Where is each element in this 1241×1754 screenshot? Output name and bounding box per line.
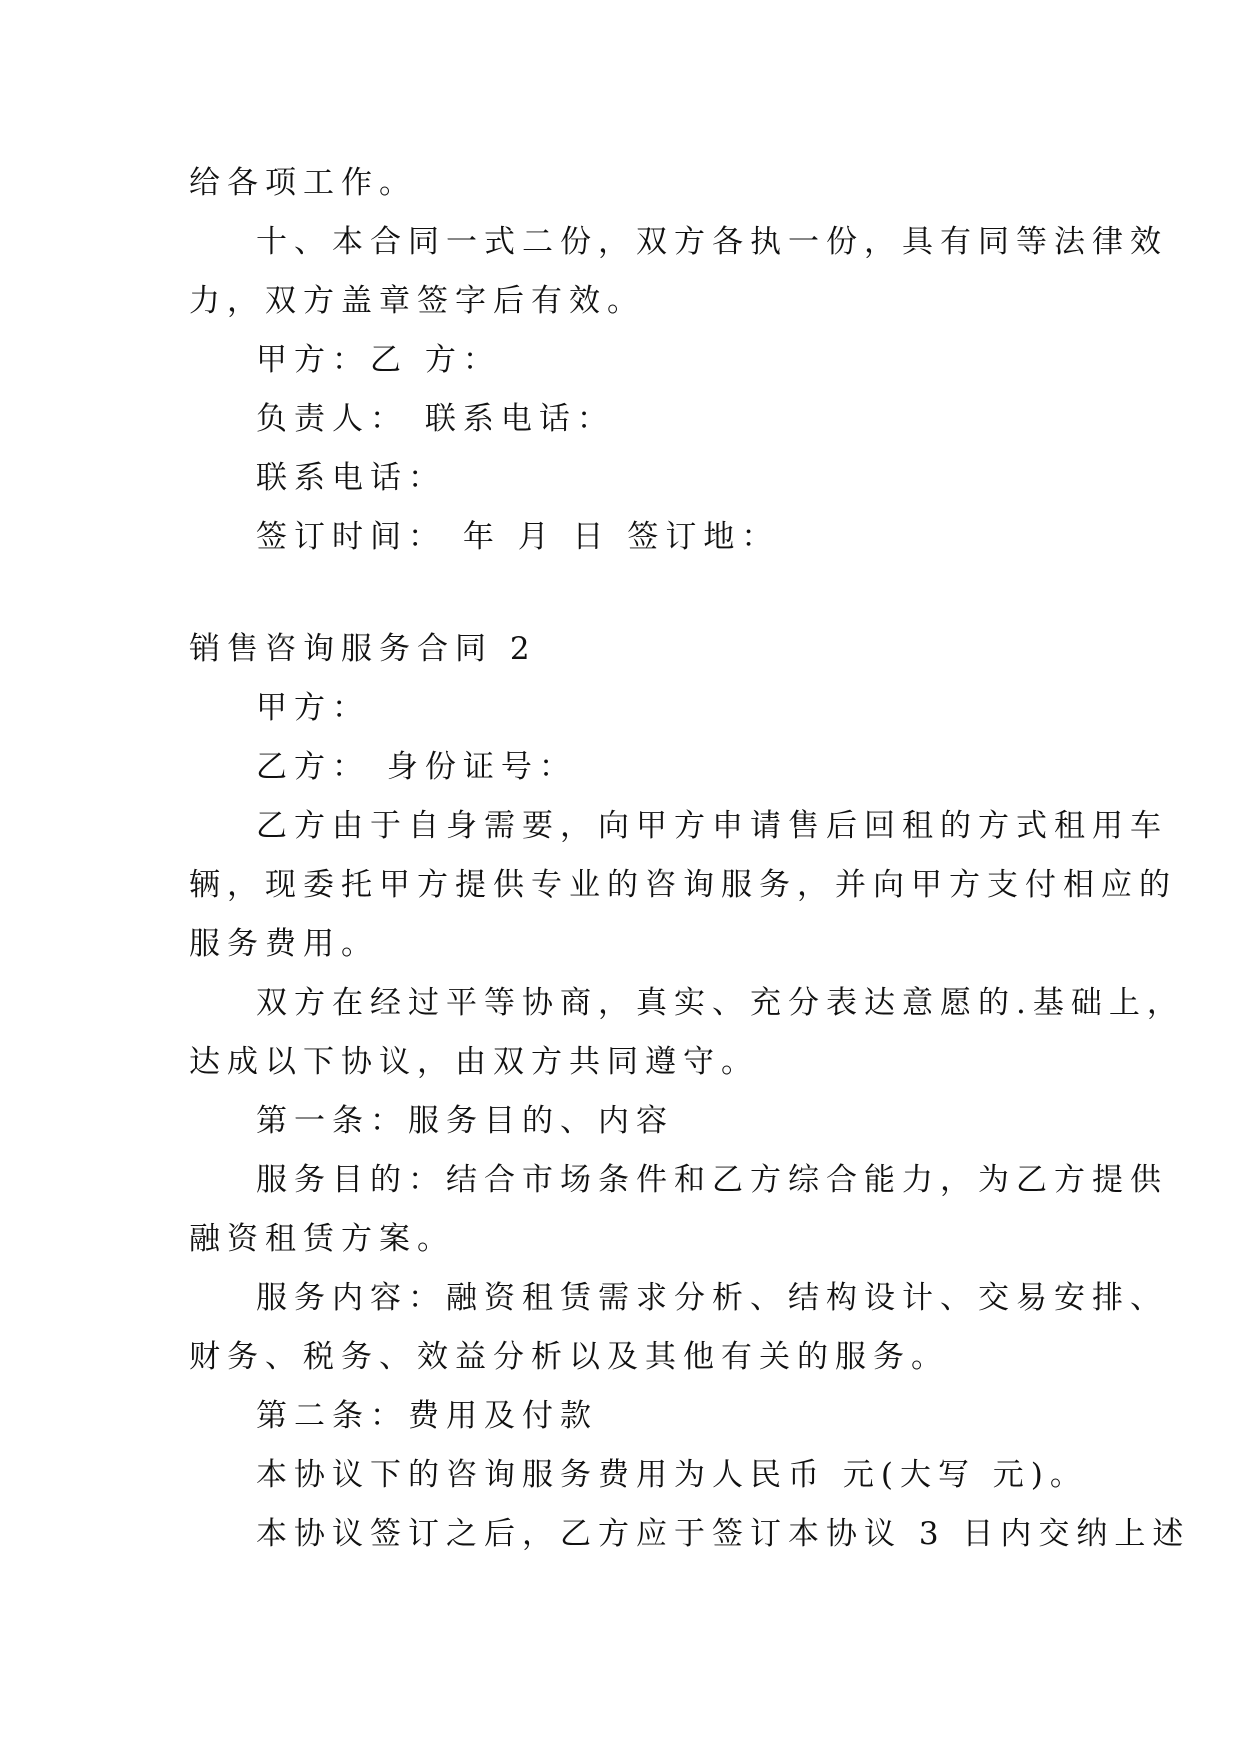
text-line: 十、本合同一式二份，双方各执一份，具有同等法律效 [256,224,1168,260]
text-line: 辆，现委托甲方提供专业的咨询服务，并向甲方支付相应的 [189,867,1177,903]
text-line: 第二条：费用及付款 [256,1398,598,1434]
text-line: 财务、税务、效益分析以及其他有关的服务。 [189,1339,949,1375]
text-line: 服务费用。 [189,926,379,962]
text-line: 乙方由于自身需要，向甲方申请售后回租的方式租用车 [256,808,1168,844]
text-line: 达成以下协议，由双方共同遵守。 [189,1044,759,1080]
text-line: 签订时间： 年 月 日 签订地： [256,519,780,555]
text-line: 融资租赁方案。 [189,1221,455,1257]
section-title: 销售咨询服务合同 2 [189,631,537,667]
text-line: 本协议下的咨询服务费用为人民币 元(大写 元)。 [256,1457,1088,1493]
text-line: 力，双方盖章签字后有效。 [189,283,645,319]
text-line: 甲方： [256,690,370,726]
text-line: 给各项工作。 [189,165,417,201]
text-line: 服务目的：结合市场条件和乙方综合能力，为乙方提供 [256,1162,1168,1198]
text-line: 本协议签订之后，乙方应于签订本协议 3 日内交纳上述 [256,1516,1191,1552]
text-line: 联系电话： [256,460,446,496]
text-line: 负责人： 联系电话： [256,401,615,437]
text-line: 乙方： 身份证号： [256,749,577,785]
text-line: 服务内容：融资租赁需求分析、结构设计、交易安排、 [256,1280,1168,1316]
text-line: 第一条：服务目的、内容 [256,1103,674,1139]
text-line: 甲方：乙 方： [256,342,501,378]
text-line: 双方在经过平等协商，真实、充分表达意愿的.基础上， [256,985,1185,1021]
